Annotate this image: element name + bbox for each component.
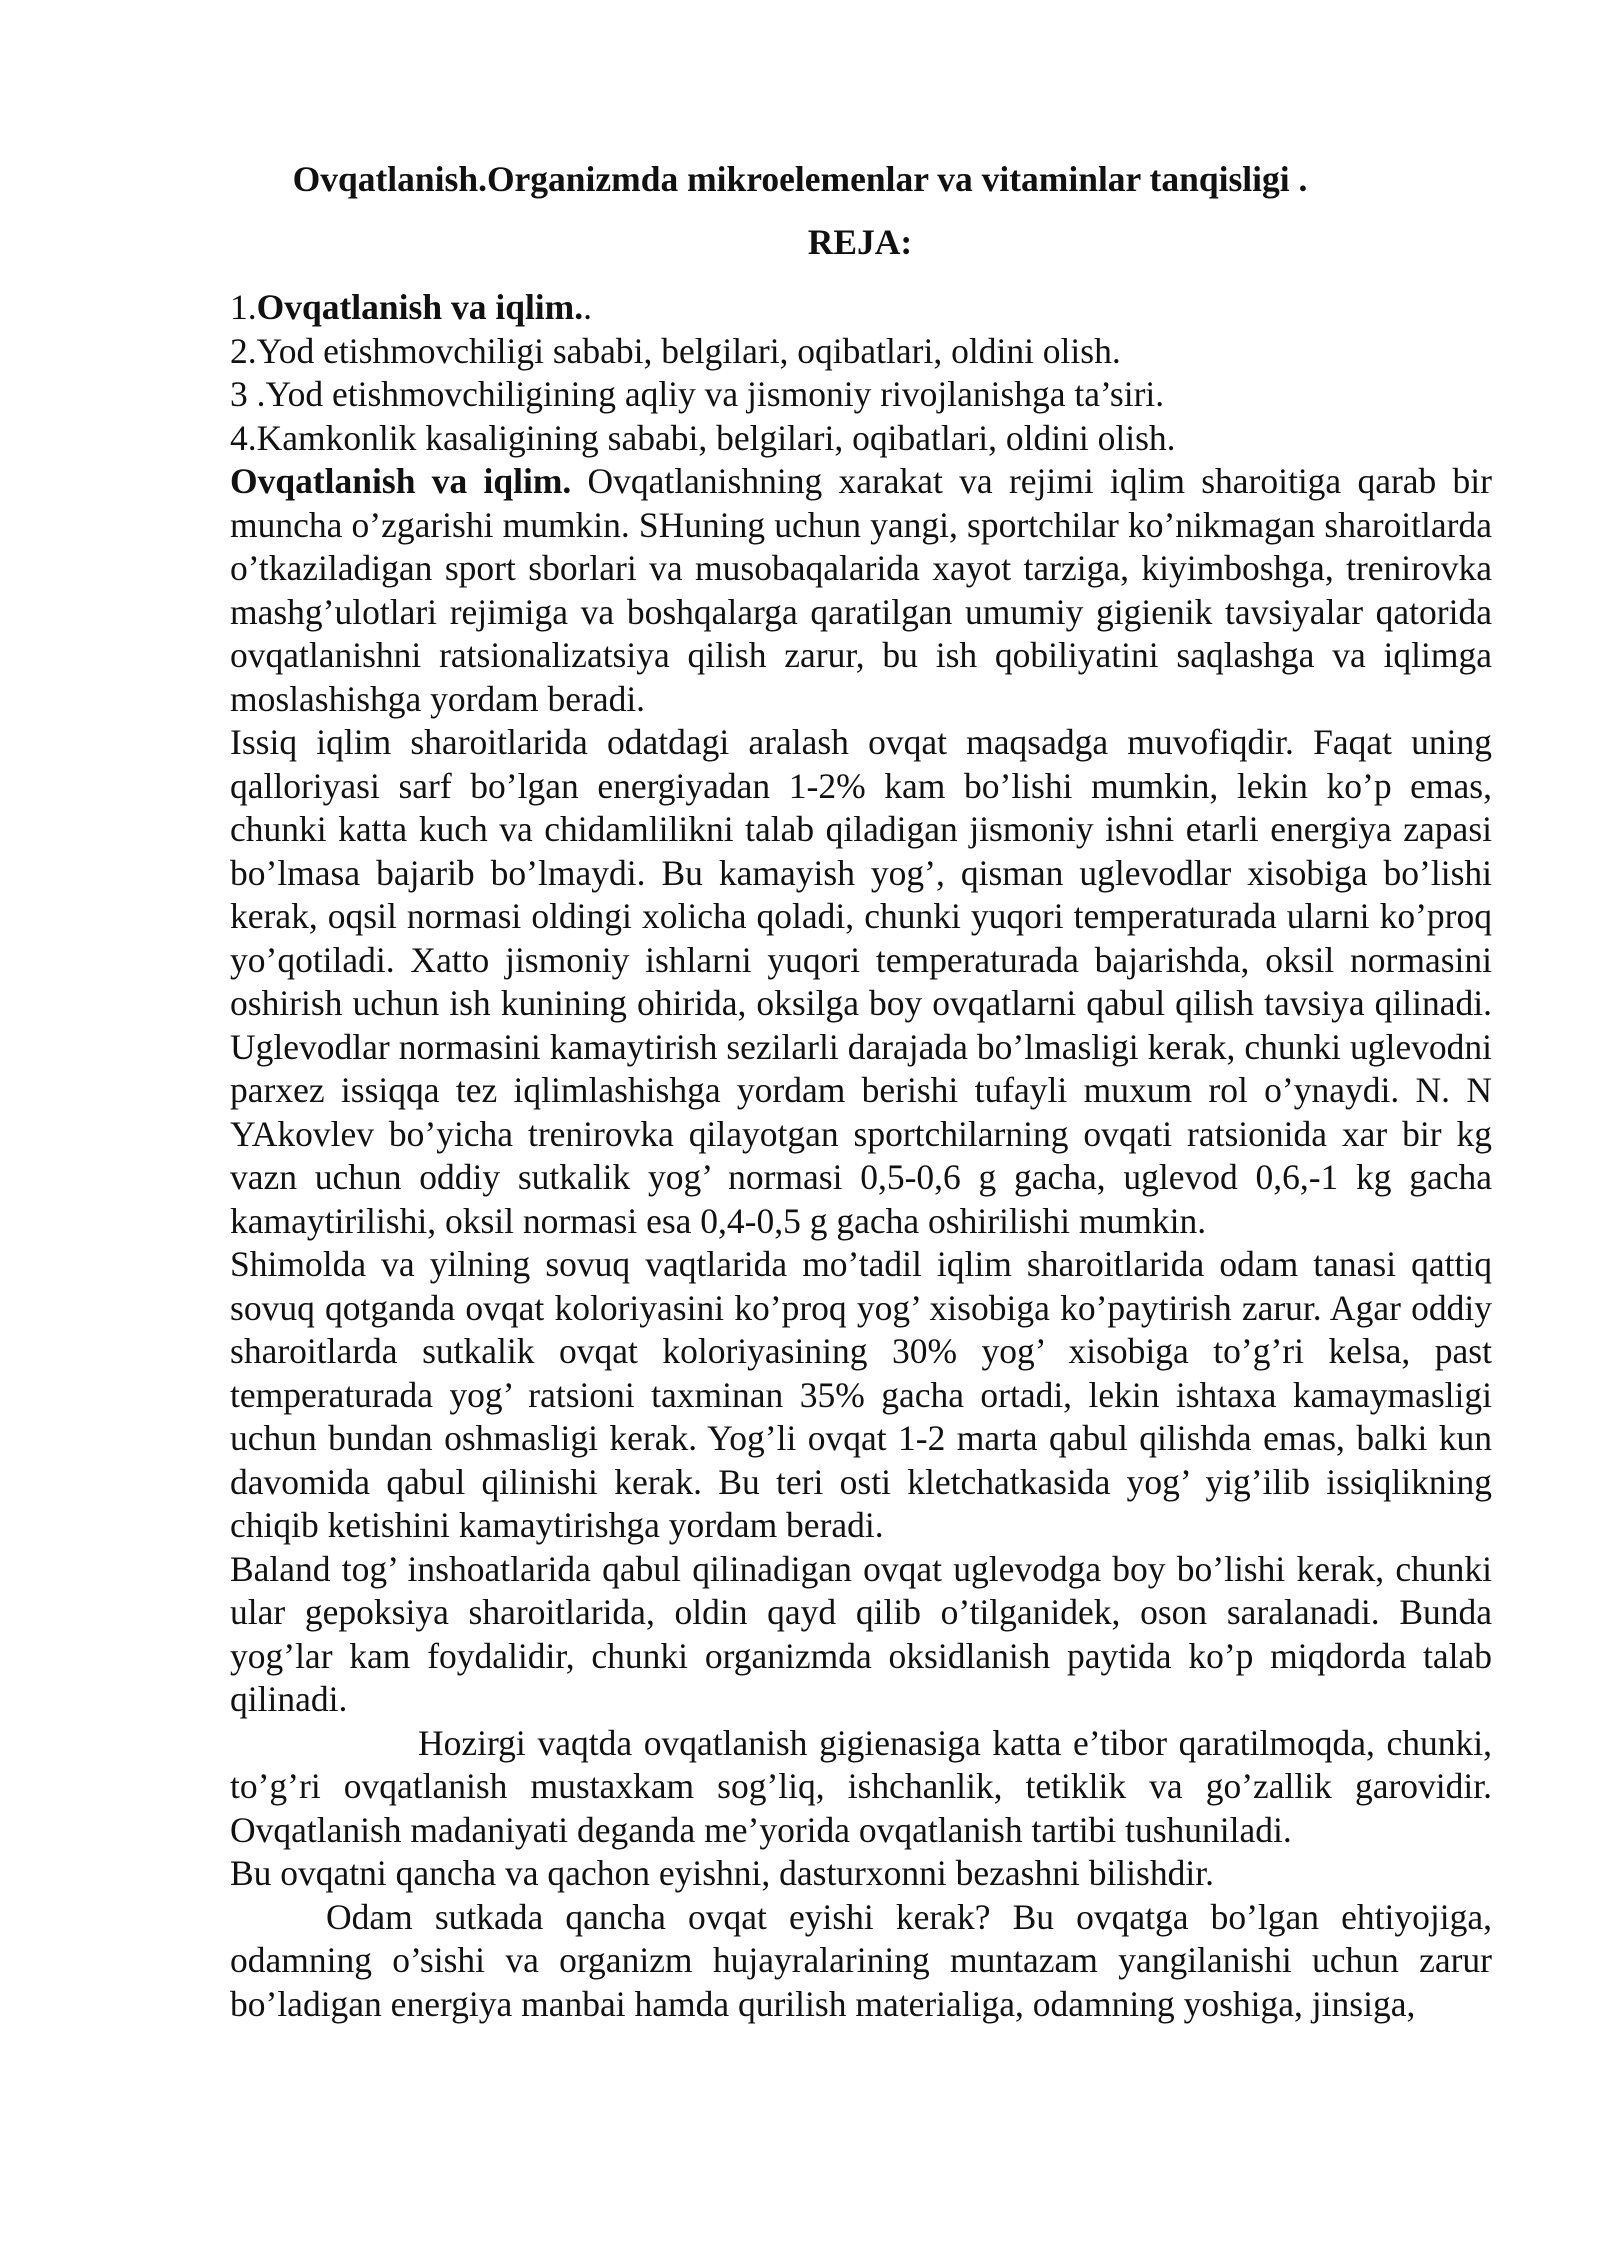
plan-item-3: 3 .Yod etishmovchiligining aqliy va jismoniy rivojlanishga ta’siri. [230,374,1165,414]
document-title: Ovqatlanish.Organizmda mikroelemenlar va vitaminlar tanqisligi . [292,159,1308,199]
plan-item-1-number: 1. [230,287,257,327]
paragraph-climate-heading: Ovqatlanish va iqlim. [230,461,572,501]
document-body [230,286,1492,2026]
paragraph-climate [230,460,1492,721]
paragraph-cold-climate: Shimolda va yilning sovuq vaqtlarida mo’tadil iqlim sharoitlarida odam tanasi qattiq sovuq qotganda ovqat koloriyasini ko’proq yog’ xisobiga ko’paytirish zarur. Agar oddiy sharoitlarda sutkalik ovqat koloriyasining 30% yog’ xisobiga to’g’ri kelsa, past temperaturada yog’ ratsioni taxminan 35% gacha ortadi, lekin ishtaxa kamaymasligi uchun bundan oshmasligi kerak. Yog’li ovqat 1-2 marta qabul qilishda emas, balki kun davomida qabul qilinishi kerak. Bu teri osti kletchatkasida yog’ yig’ilib issiqlikning chiqib ketishini kamaytirishga yordam beradi. [230,1244,1492,1545]
plan-item-1-tail: . [583,287,592,327]
plan-item-1-title: Ovqatlanish va iqlim. [256,287,584,327]
plan-heading: REJA: [807,222,913,262]
paragraph-climate-text: Ovqatlanishning xarakat va rejimi iqlim sharoitiga qarab bir muncha o’zgarishi mumkin. SHuning uchun yangi, sportchilar ko’nikmagan sharoitlarda o’tkaziladigan sport sborlari va musobaqalarida xayot tarziga, kiyimboshga, trenirovka mashg’ulotlari rejimiga va boshqalarga qaratilgan umumiy gigienik tavsiyalar qatorida ovqatlanishni ratsionalizatsiya qilish zarur, bu ish qobiliyatini saqlashga va iqlimga moslashishga yordam beradi. [230,461,1492,719]
plan-item-4: 4.Kamkonlik kasaligining sababi, belgilari, oqibatlari, oldini olish. [230,417,1176,458]
paragraph-hot-climate: Issiq iqlim sharoitlarida odatdagi aralash ovqat maqsadga muvofiqdir. Faqat uning qalloriyasi sarf bo’lgan energiyadan 1-2% kam bo’lishi mumkin, lekin ko’p emas, chunki katta kuch va chidamlilikni talab qiladigan jismoniy ishni etarli energiya zapasi bo’lmasa bajarib bo’lmaydi. Bu kamayish yog’, qisman uglevodlar xisobiga bo’lishi kerak, oqsil normasi oldingi xolicha qoladi, chunki yuqori temperaturada ularni ko’proq yo’qotiladi. Xatto jismoniy ishlarni yuqori temperaturada bajarishda, oksil normasini oshirish uchun ish kunining ohirida, oksilga boy ovqatlarni qabul qilish tavsiya qilinadi. Uglevodlar normasini kamaytirish sezilarli darajada bo’lmasligi kerak, chunki uglevodni parxez issiqqa tez iqlimlashishga yordam berishi tufayli muxum rol o’ynaydi. N. N YAkovlev bo’yicha trenirovka qilayotgan sportchilarning ovqati ratsionida xar bir kg vazn uchun oddiy sutkalik yog’ normasi 0,5-0,6 g gacha, uglevod 0,6,-1 kg gacha kamaytirilishi, oksil normasi esa 0,4-0,5 g gacha oshirilishi mumkin. [230,722,1492,1241]
plan-item-2: 2.Yod etishmovchiligi sababi, belgilari, oqibatlari, oldini olish. [230,330,1121,371]
paragraph-culture: Bu ovqatni qancha va qachon eyishni, dasturxonni bezashni bilishdir. [230,1853,1214,1893]
paragraph-mountains: Baland tog’ inshoatlarida qabul qilinadigan ovqat uglevodga boy bo’lishi kerak, chunki ular gepoksiya sharoitlarida, oldin qayd qilib o’tilganidek, oson saralanadi. Bunda yog’lar kam foydalidir, chunki organizmda oksidlanish paytida ko’p miqdorda talab qilinadi. [230,1548,1492,1719]
plan-item-1 [230,286,1492,330]
paragraph-nutrition-hygiene: Hozirgi vaqtda ovqatlanish gigienasiga katta e’tibor qaratilmoqda, chunki, to’g’ri ovqatlanish mustaxkam sog’liq, ishchanlik, tetiklik va go’zallik garovidir. Ovqatlanish madaniyati deganda me’yorida ovqatlanish tartibi tushuniladi. [230,1722,1492,1850]
paragraph-daily-intake: Odam sutkada qancha ovqat eyishi kerak? Bu ovqatga bo’lgan ehtiyojiga, odamning o’sishi va organizm hujayralarining muntazam yangilanishi uchun zarur bo’ladigan energiya manbai hamda qurilish materialiga, odamning yoshiga, jinsiga, [230,1896,1492,2024]
